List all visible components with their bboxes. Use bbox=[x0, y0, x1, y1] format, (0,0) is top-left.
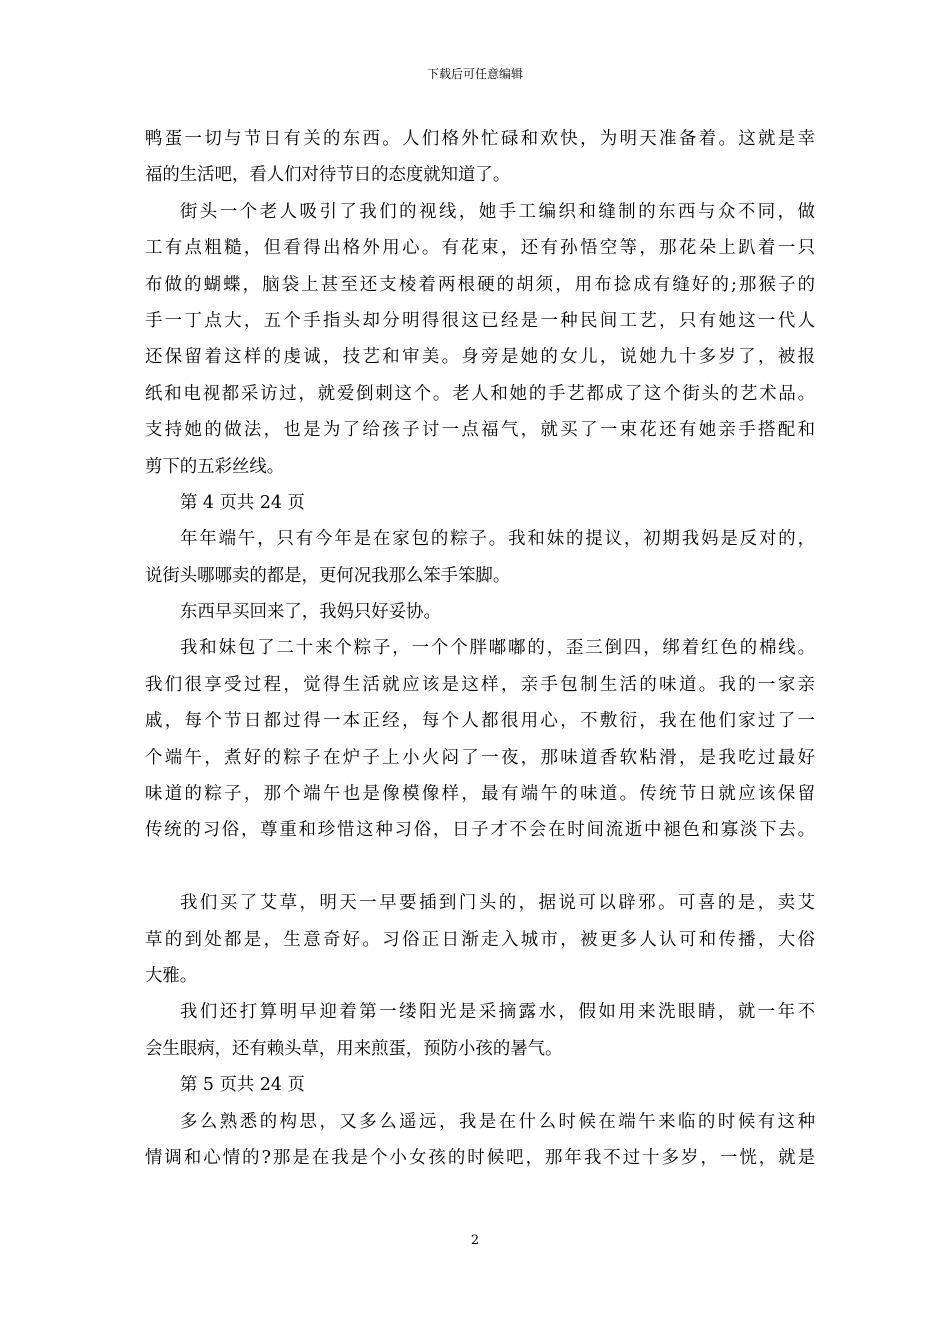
text-line: 福的生活吧，看人们对待节日的态度就知道了。 bbox=[145, 165, 511, 186]
page-header: 下载后可任意编辑 bbox=[426, 67, 523, 81]
text-line: 支持她的做法，也是为了给孩子讨一点福气，就买了一束花还有她亲手搭配和 bbox=[145, 420, 815, 441]
text-line: 手一丁点大，五个手指头却分明得很这已经是一种民间工艺，只有她这一代人 bbox=[145, 310, 815, 331]
text-line: 大雅。 bbox=[145, 965, 198, 986]
text-line: 我们很享受过程，觉得生活就应该是这样，亲手包制生活的味道。我的一家亲 bbox=[145, 674, 815, 695]
text-line: 工有点粗糙，但看得出格外用心。有花束，还有孙悟空等，那花朵上趴着一只 bbox=[145, 238, 815, 259]
blank-line bbox=[145, 849, 815, 885]
page-number: 2 bbox=[470, 1233, 480, 1248]
text-line: 我和妹包了二十来个粽子，一个个胖嘟嘟的，歪三倒四，绑着红色的棉线。 bbox=[180, 638, 815, 659]
text-line: 传统的习俗，尊重和珍惜这种习俗，日子才不会在时间流逝中褪色和寡淡下去。 bbox=[145, 820, 815, 841]
page-marker: 第 4 页共 24 页 bbox=[180, 492, 305, 513]
text-line: 草的到处都是，生意奇好。习俗正日渐走入城市，被更多人认可和传播，大俗 bbox=[145, 929, 815, 950]
text-line: 个端午，煮好的粽子在炉子上小火闷了一夜，那味道香软粘滑，是我吃过最好 bbox=[145, 747, 815, 768]
text-line: 味道的粽子，那个端午也是像模像样，最有端午的味道。传统节日就应该保留 bbox=[145, 784, 815, 805]
text-line: 纸和电视都采访过，就爱倒刺这个。老人和她的手艺都成了这个街头的艺术品。 bbox=[145, 383, 815, 404]
text-line: 东西早买回来了，我妈只好妥协。 bbox=[180, 602, 441, 623]
page-marker: 第 5 页共 24 页 bbox=[180, 1075, 305, 1096]
text-line: 布做的蝴蝶，脑袋上甚至还支棱着两根硬的胡须，用布捻成有缝好的;那猴子的 bbox=[145, 274, 815, 295]
document-body bbox=[145, 121, 815, 1176]
text-line: 我们还打算明早迎着第一缕阳光是采摘露水，假如用来洗眼睛，就一年不 bbox=[180, 1002, 815, 1023]
text-line: 说街头哪哪卖的都是，更何况我那么笨手笨脚。 bbox=[145, 565, 511, 586]
text-line: 多么熟悉的构思，又多么遥远，我是在什么时候在端午来临的时候有这种 bbox=[180, 1111, 815, 1132]
text-line: 剪下的五彩丝线。 bbox=[145, 456, 285, 477]
text-line: 还保留着这样的虔诚，技艺和审美。身旁是她的女儿，说她九十多岁了，被报 bbox=[145, 347, 815, 368]
text-line: 鸭蛋一切与节日有关的东西。人们格外忙碌和欢快，为明天准备着。这就是幸 bbox=[145, 129, 815, 149]
text-line: 我们买了艾草，明天一早要插到门头的，据说可以辟邪。可喜的是，卖艾 bbox=[180, 893, 815, 914]
text-line: 年年端午，只有今年是在家包的粽子。我和妹的提议，初期我妈是反对的， bbox=[180, 529, 815, 550]
text-line: 情调和心情的?那是在我是个小女孩的时候吧，那年我不过十多岁，一恍，就是 bbox=[145, 1147, 815, 1168]
text-line: 街头一个老人吸引了我们的视线，她手工编织和缝制的东西与众不同，做 bbox=[180, 201, 815, 222]
text-line: 戚，每个节日都过得一本正经，每个人都很用心，不敷衍，我在他们家过了一 bbox=[145, 711, 815, 732]
text-line: 会生眼病，还有赖头草，用来煎蛋，预防小孩的暑气。 bbox=[145, 1038, 563, 1059]
